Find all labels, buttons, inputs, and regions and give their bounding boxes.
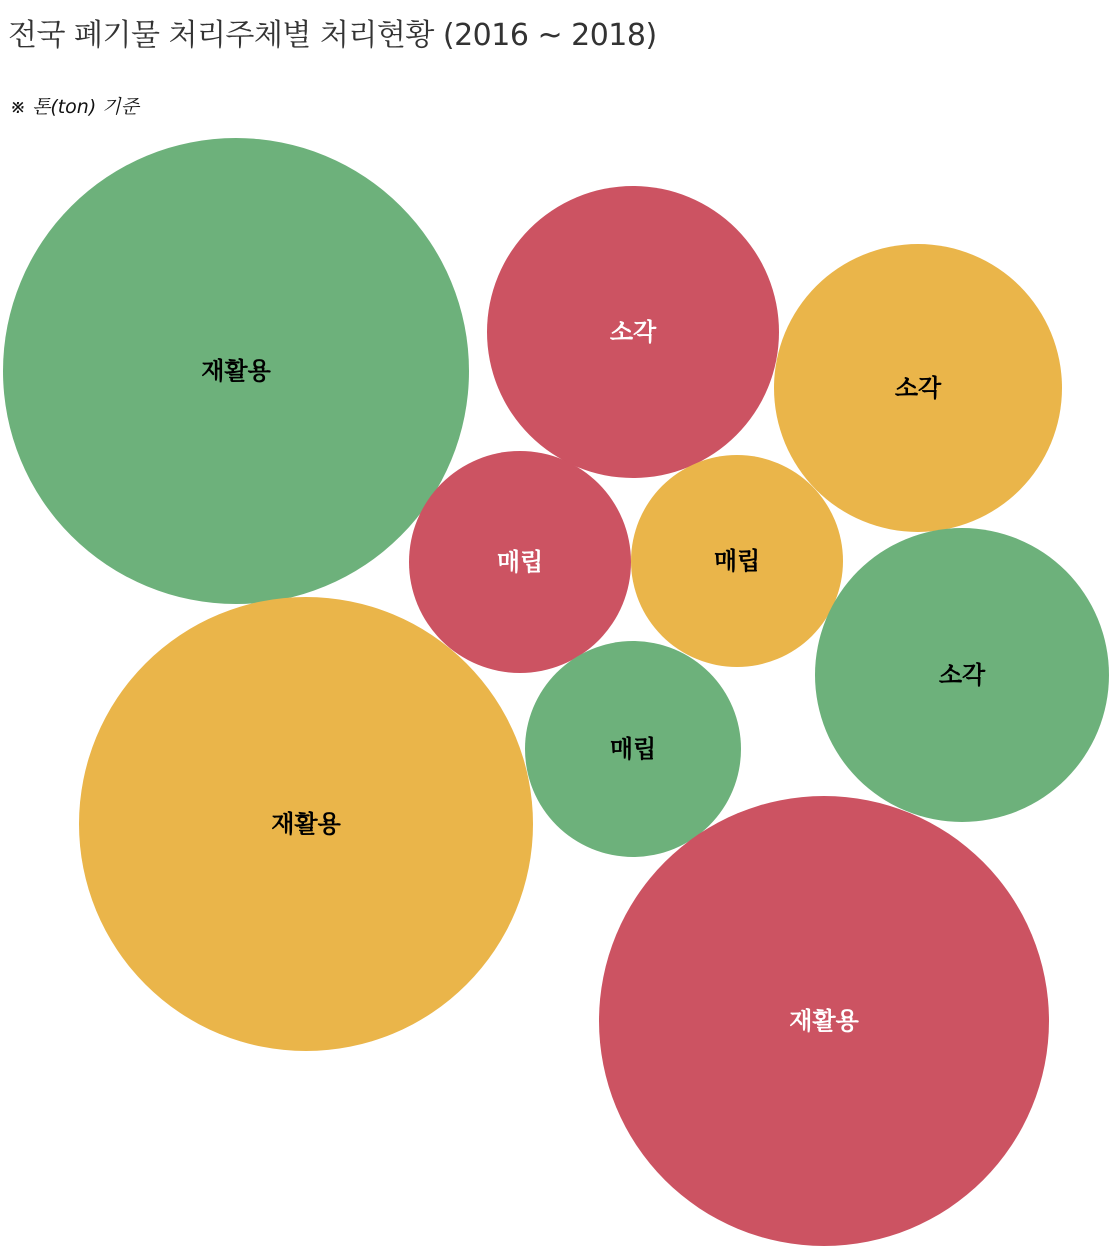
chart-title: 전국 폐기물 처리주체별 처리현황 (2016 ~ 2018) [8, 18, 657, 53]
bubble-label-7: 매립 [609, 735, 657, 763]
bubble-label-5: 소각 [938, 661, 986, 689]
bubble-label-8: 재활용 [789, 1007, 859, 1035]
bubble-label-2: 소각 [894, 374, 942, 402]
bubble-label-0: 재활용 [201, 357, 271, 385]
bubble-label-3: 매립 [496, 548, 544, 576]
bubble-label-6: 재활용 [271, 810, 341, 838]
chart-subtitle: ※ 톤(ton) 기준 [10, 96, 140, 118]
bubble-label-4: 매립 [713, 547, 761, 575]
bubble-label-1: 소각 [609, 318, 657, 346]
